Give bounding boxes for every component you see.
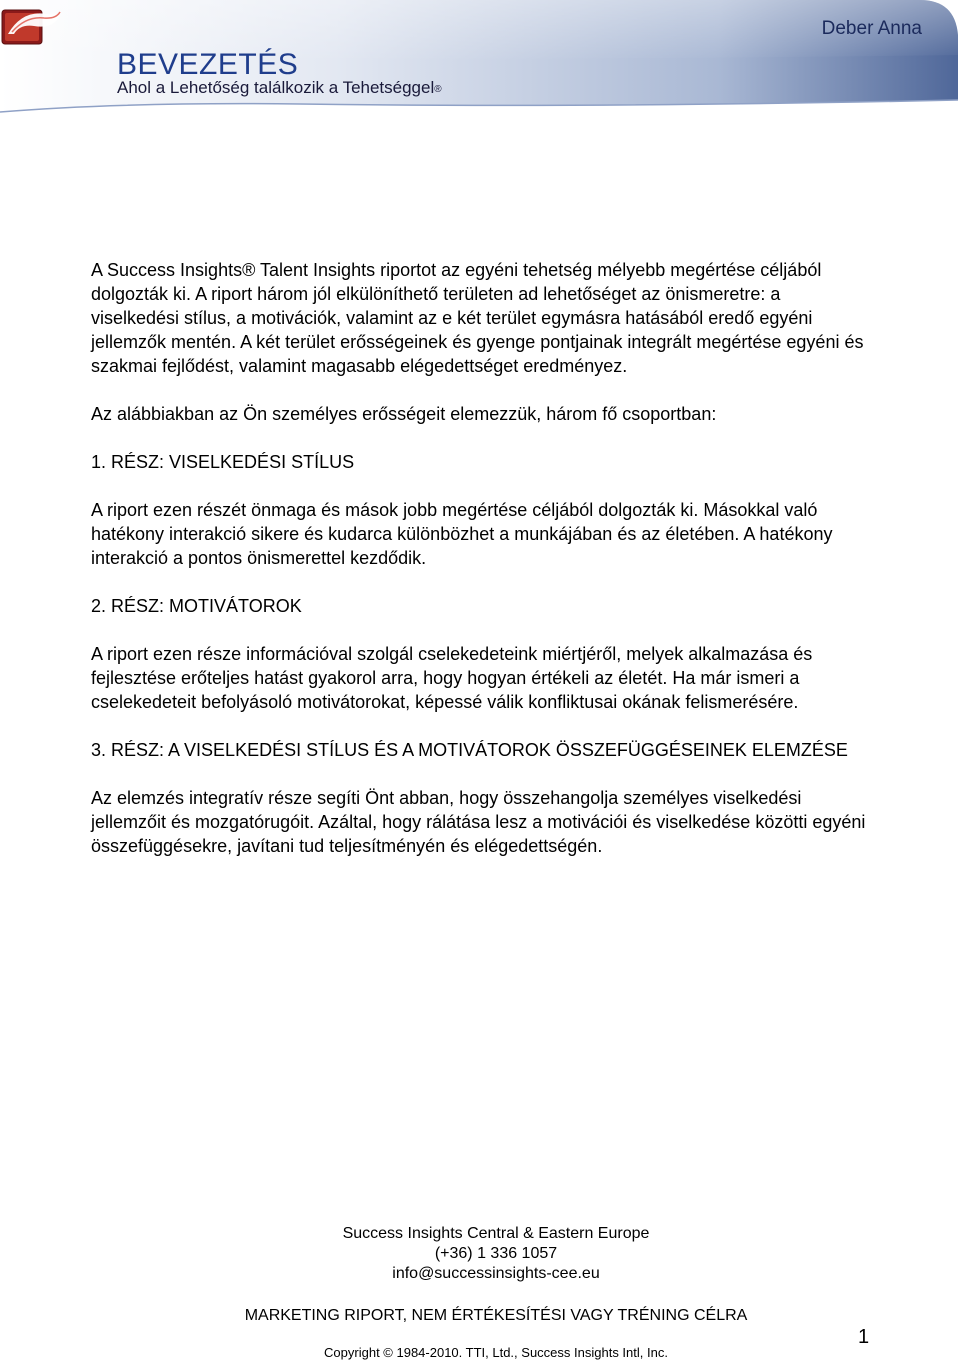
section-heading-motivators: 2. RÉSZ: MOTIVÁTOROK [91,596,302,616]
footer-contact [0,1224,960,1284]
footer-notice [0,1306,960,1326]
footer-email[interactable]: info@successinsights-cee.eu [392,1265,600,1282]
report-body [91,258,871,882]
success-insights-logo-icon [0,0,64,50]
section-heading-behavior: 1. RÉSZ: VISELKEDÉSI STÍLUS [91,452,355,472]
intro-paragraph: A Success Insights® Talent Insights riportot az egyéni tehetség mélyebb megértése céljából dolgozták ki. A riport három jól elkülöníthető területen ad lehetőséget az önismeretre: a viselkedési stílus, a motivációk, valamint az e két terület egymásra hatásából eredő egyéni jellemzők mentén. A két terület erősségeinek és gyenge pontjainak integrált megértése egyéni és szakmai fejlődést, valamint magasabb elégedettséget eredményez. [91,260,864,376]
section-text-integration: Az elemzés integratív része segíti Önt abban, hogy összehangolja személyes viselkedési jellemzőit és mozgatórugóit. Azáltal, hogy rálátása lesz a motivációi és viselkedése közötti egyéni összefüggésekre, javítani tud teljesítményén és elégedettségén. [91,788,866,856]
page-subtitle [117,78,442,100]
lead-paragraph: Az alábbiakban az Ön személyes erősségeit elemezzük, három fő csoportban: [91,404,717,424]
section-text-motivators: A riport ezen része információval szolgál cselekedeteink miértjéről, melyek alkalmazása és fejlesztése erőteljes hatást gyakorol arra, hogy hogyan értékeli az életét. Ha már ismeri a cselekedeteit befolyásoló motivátorokat, képessé válik konfliktusai okának felismerésére. [91,644,813,712]
footer-company: Success Insights Central & Eastern Europe [342,1225,650,1242]
registered-mark: ® [434,84,442,95]
footer-notice-text: MARKETING RIPORT, NEM ÉRTÉKESÍTÉSI VAGY TRÉNING CÉLRA [244,1307,748,1324]
header-banner [0,0,960,118]
section-heading-integration: 3. RÉSZ: A VISELKEDÉSI STÍLUS ÉS A MOTIVÁTOROK ÖSSZEFÜGGÉSEINEK ELEMZÉSE [91,740,848,760]
copyright-text: Copyright © 1984-2010. TTI, Ltd., Success Insights Intl, Inc. [324,1345,668,1360]
person-name: Deber Anna [821,18,922,39]
subtitle-text: Ahol a Lehetőség találkozik a Tehetséggel [117,78,435,97]
copyright [0,1345,960,1361]
page-number: 1 [858,1326,870,1348]
page-title: BEVEZETÉS [117,48,299,81]
footer-phone: (+36) 1 336 1057 [434,1245,558,1262]
section-text-behavior: A riport ezen részét önmaga és mások jobb megértése céljából dolgozták ki. Másokkal való hatékony interakció sikere és kudarca különbözhet a munkájában és az életében. A hatékony interakció a pontos önismerettel kezdődik. [91,500,833,568]
